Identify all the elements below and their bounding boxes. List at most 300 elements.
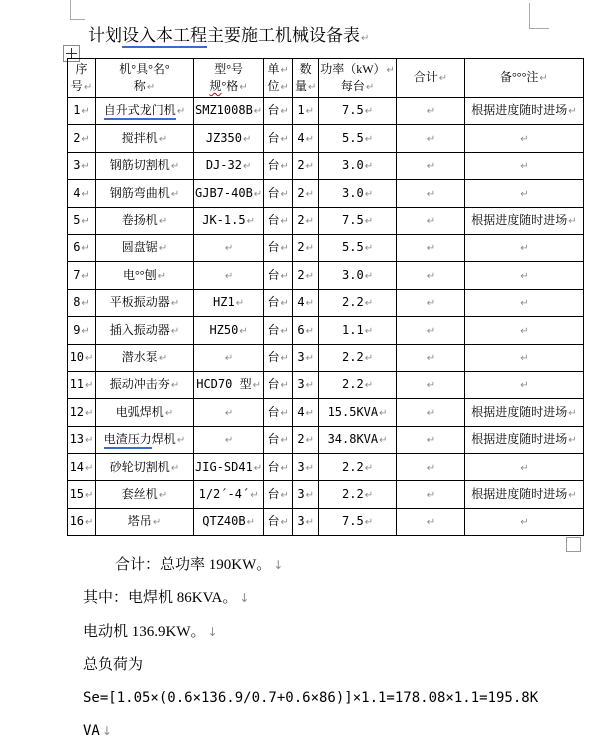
cell-equipment-name[interactable]	[96, 125, 194, 152]
table-row	[68, 454, 584, 481]
summary-text: Se=[1.05×(0.6×136.9/0.7+0.6×86)]×1.1=178.08×1.1=195.8K	[83, 690, 539, 707]
cell-model-spec[interactable]	[194, 317, 264, 344]
cell-unit-text: 台	[267, 213, 280, 227]
cell-unit[interactable]	[264, 426, 293, 453]
cell-equipment-name[interactable]	[96, 98, 194, 125]
cell-total[interactable]	[396, 125, 464, 152]
cell-serial-number[interactable]	[68, 125, 96, 152]
cell-equipment-name[interactable]	[96, 262, 194, 289]
cell-equipment-name[interactable]	[96, 152, 194, 179]
cell-quantity[interactable]	[293, 399, 319, 426]
cell-quantity-text: 2	[297, 432, 305, 447]
cell-end-marker: ↵	[364, 106, 374, 118]
cell-serial-number-text: 10	[69, 349, 85, 364]
cell-unit[interactable]	[264, 234, 293, 261]
cell-quantity-text: 1	[297, 103, 305, 118]
header-cell-col2[interactable]	[96, 59, 194, 98]
cell-model-spec[interactable]	[194, 234, 264, 261]
underlined-name-part: 电渣压力	[104, 432, 152, 449]
cell-model-spec[interactable]	[194, 344, 264, 371]
cell-quantity[interactable]	[293, 508, 319, 535]
table-row	[68, 180, 584, 207]
cell-total[interactable]	[396, 399, 464, 426]
cell-total[interactable]	[396, 207, 464, 234]
cell-model-spec-text: 1/2´-4´	[198, 486, 250, 501]
table-row	[68, 317, 584, 344]
cell-unit-text: 台	[267, 322, 280, 337]
cell-model-spec[interactable]	[194, 426, 264, 453]
cell-end-marker: ↵	[280, 407, 289, 419]
cell-quantity-text: 2	[297, 267, 305, 282]
cell-model-spec[interactable]	[194, 152, 264, 179]
cell-power-per-unit[interactable]	[319, 426, 397, 453]
cell-end-marker: ↵	[280, 462, 289, 474]
cell-end-marker: ↵	[176, 435, 186, 447]
cell-power-per-unit[interactable]	[319, 262, 397, 289]
cell-end-marker: ↵	[81, 270, 90, 282]
cell-remark[interactable]	[464, 234, 583, 261]
cell-equipment-name-text: 塔吊	[127, 514, 152, 529]
cell-power-per-unit[interactable]	[319, 207, 397, 234]
cell-remark[interactable]	[464, 98, 583, 125]
cell-end-marker: ↵	[176, 106, 186, 118]
cell-power-per-unit[interactable]	[319, 152, 397, 179]
cell-equipment-name-text: 钢筋弯曲机	[109, 185, 170, 200]
cell-unit-text: 台	[267, 185, 280, 200]
cell-remark[interactable]	[464, 125, 583, 152]
cell-quantity[interactable]	[293, 98, 319, 125]
cell-end-marker: ↵	[85, 435, 94, 447]
cell-unit[interactable]	[264, 371, 293, 398]
header-cell-col6[interactable]	[319, 59, 397, 98]
cell-quantity[interactable]	[293, 454, 319, 481]
cell-quantity[interactable]	[293, 180, 319, 207]
cell-equipment-name[interactable]	[96, 454, 194, 481]
cell-end-marker: ↵	[426, 133, 436, 145]
cell-model-spec-text: HCD70 型	[196, 377, 252, 392]
cell-end-marker: ↵	[364, 489, 374, 501]
cell-end-marker: ↵	[364, 325, 374, 337]
cell-power-per-unit[interactable]	[319, 180, 397, 207]
cell-end-marker: ↵	[364, 380, 374, 392]
cell-end-marker: ↵	[386, 64, 395, 76]
header-cell-col1[interactable]	[68, 59, 96, 98]
cell-end-marker: ↵	[246, 216, 255, 227]
cell-unit[interactable]	[264, 289, 293, 316]
cell-end-marker: ↵	[364, 352, 374, 364]
cell-quantity[interactable]	[293, 262, 319, 289]
cell-unit-text: 台	[267, 377, 280, 392]
cell-end-marker: ↵	[305, 298, 314, 310]
cell-end-marker: ↵	[426, 270, 436, 282]
cell-end-marker: ↵	[280, 325, 289, 337]
cell-end-marker: ↵	[426, 517, 436, 529]
cell-model-spec-text: DJ-32	[205, 158, 242, 173]
table-row	[68, 234, 584, 261]
cell-end-marker: ↵	[158, 352, 168, 364]
cell-remark[interactable]	[464, 508, 583, 535]
cell-serial-number[interactable]	[68, 481, 96, 508]
cell-unit-text: 台	[267, 240, 280, 255]
cell-end-marker: ↵	[81, 325, 90, 337]
cell-remark[interactable]	[464, 481, 583, 508]
cell-model-spec[interactable]	[194, 371, 264, 398]
cell-total[interactable]	[396, 262, 464, 289]
header-line	[69, 78, 94, 96]
cell-equipment-name[interactable]	[96, 344, 194, 371]
header-text: 备°°°注	[500, 70, 539, 85]
cell-unit[interactable]	[264, 180, 293, 207]
cell-unit[interactable]	[264, 481, 293, 508]
line-break-marker: ↓	[273, 558, 284, 572]
cell-model-spec-text: QTZ40B	[202, 514, 246, 529]
cell-unit[interactable]	[264, 152, 293, 179]
cell-power-per-unit[interactable]	[319, 399, 397, 426]
header-cell-col4[interactable]	[264, 59, 293, 98]
cell-serial-number-text: 15	[69, 486, 85, 501]
cell-end-marker: ↵	[170, 380, 180, 392]
cell-unit[interactable]	[264, 125, 293, 152]
cell-power-per-unit[interactable]	[319, 125, 397, 152]
cell-total[interactable]	[396, 344, 464, 371]
cell-serial-number-text: 16	[69, 514, 85, 529]
header-text: 数	[299, 61, 312, 76]
cell-end-marker: ↵	[224, 243, 234, 255]
cell-remark[interactable]	[464, 426, 583, 453]
cell-serial-number[interactable]	[68, 371, 96, 398]
line-break-marker: ↓	[101, 724, 112, 739]
cell-model-spec[interactable]	[194, 454, 264, 481]
summary-line-5[interactable]	[83, 682, 538, 715]
summary-text: VA	[83, 723, 100, 740]
cell-equipment-name[interactable]	[96, 207, 194, 234]
header-cell-col8[interactable]	[464, 59, 583, 98]
cell-end-marker: ↵	[280, 298, 289, 310]
cell-end-marker: ↵	[85, 517, 94, 529]
cell-unit[interactable]	[264, 454, 293, 481]
cell-total[interactable]	[396, 481, 464, 508]
cell-serial-number[interactable]	[68, 180, 96, 207]
cell-quantity[interactable]	[293, 289, 319, 316]
cell-end-marker: ↵	[280, 517, 289, 529]
cell-equipment-name-text: 圆盘锯	[121, 240, 158, 255]
cell-serial-number[interactable]	[68, 508, 96, 535]
cell-end-marker: ↵	[170, 325, 180, 337]
cell-power-per-unit-text: 5.5	[342, 130, 364, 145]
cell-model-spec[interactable]	[194, 508, 264, 535]
cell-power-per-unit-text: 7.5	[342, 103, 364, 118]
cell-end-marker: ↵	[164, 407, 174, 419]
cell-total[interactable]	[396, 98, 464, 125]
table-row	[68, 399, 584, 426]
cell-remark[interactable]	[464, 399, 583, 426]
cell-end-marker: ↵	[280, 216, 289, 227]
cell-serial-number[interactable]	[68, 344, 96, 371]
cell-quantity-text: 2	[297, 185, 305, 200]
cell-model-spec[interactable]	[194, 180, 264, 207]
cell-unit[interactable]	[264, 262, 293, 289]
cell-end-marker: ↵	[364, 462, 374, 474]
summary-line-6[interactable]	[83, 715, 538, 748]
cell-equipment-name-text: 电°°刨	[123, 267, 157, 282]
cell-equipment-name[interactable]	[96, 481, 194, 508]
cell-quantity[interactable]	[293, 125, 319, 152]
cell-serial-number-text: 14	[69, 459, 85, 474]
table-resize-handle[interactable]	[566, 537, 581, 552]
cell-serial-number-text: 13	[69, 432, 85, 447]
header-line	[265, 78, 291, 96]
cell-remark[interactable]	[464, 289, 583, 316]
name-rest: 焊机	[151, 432, 176, 447]
cell-end-marker: ↵	[81, 243, 90, 255]
cell-remark-text: 根据进度随时进场	[471, 213, 568, 227]
cell-end-marker: ↵	[379, 407, 388, 419]
cell-total[interactable]	[396, 289, 464, 316]
cell-end-marker: ↵	[426, 216, 436, 227]
cell-serial-number-text: 12	[69, 404, 85, 419]
cell-power-per-unit[interactable]	[319, 289, 397, 316]
cell-power-per-unit-text: 2.2	[342, 486, 364, 501]
cell-model-spec[interactable]	[194, 399, 264, 426]
cell-end-marker: ↵	[520, 352, 529, 364]
cell-model-spec-text: SMZ1008B	[195, 103, 253, 118]
cell-serial-number[interactable]	[68, 98, 96, 125]
cell-end-marker: ↵	[146, 81, 156, 93]
cell-end-marker: ↵	[426, 435, 436, 447]
cell-power-per-unit[interactable]	[319, 454, 397, 481]
cell-end-marker: ↵	[305, 188, 314, 200]
header-line	[97, 61, 192, 78]
cell-equipment-name[interactable]	[96, 234, 194, 261]
cell-power-per-unit-text: 7.5	[342, 213, 364, 227]
document-title[interactable]	[88, 21, 369, 46]
header-text: 合计	[413, 70, 438, 85]
summary-line-3[interactable]	[83, 616, 538, 649]
cell-end-marker: ↵	[426, 352, 436, 364]
cell-serial-number[interactable]	[68, 262, 96, 289]
cell-serial-number-text: 1	[73, 103, 81, 118]
cell-serial-number[interactable]	[68, 289, 96, 316]
table-row	[68, 481, 584, 508]
cell-total[interactable]	[396, 234, 464, 261]
cell-end-marker: ↵	[280, 243, 289, 255]
cell-end-marker: ↵	[85, 489, 94, 501]
header-cell-col3[interactable]	[194, 59, 264, 98]
cell-remark-text: 根据进度随时进场	[471, 432, 568, 447]
cell-equipment-name[interactable]	[96, 289, 194, 316]
summary-line-4[interactable]	[83, 649, 538, 682]
cell-quantity-text: 4	[297, 404, 305, 419]
cell-model-spec[interactable]	[194, 125, 264, 152]
cell-quantity-text: 3	[297, 514, 305, 529]
summary-line-1[interactable]	[83, 549, 538, 582]
cell-end-marker: ↵	[426, 462, 436, 474]
cell-end-marker: ↵	[280, 435, 289, 447]
table-row	[68, 344, 584, 371]
cell-end-marker: ↵	[170, 462, 180, 474]
cell-total[interactable]	[396, 426, 464, 453]
cell-serial-number[interactable]	[68, 207, 96, 234]
cell-unit-text: 台	[267, 130, 280, 145]
cell-end-marker: ↵	[568, 407, 577, 419]
cell-model-spec[interactable]	[194, 207, 264, 234]
table-row	[68, 508, 584, 535]
cell-total[interactable]	[396, 508, 464, 535]
cell-end-marker: ↵	[426, 161, 436, 173]
cell-equipment-name[interactable]	[96, 371, 194, 398]
cell-remark[interactable]	[464, 317, 583, 344]
cell-serial-number[interactable]	[68, 426, 96, 453]
cell-end-marker: ↵	[426, 489, 436, 501]
cell-total[interactable]	[396, 371, 464, 398]
cell-end-marker: ↵	[305, 462, 314, 474]
cell-quantity-text: 2	[297, 158, 305, 173]
cell-model-spec-text: JIG-SD41	[195, 459, 253, 474]
cell-end-marker: ↵	[280, 489, 289, 501]
header-text: 机°具°名°	[119, 61, 170, 76]
cell-equipment-name-text: 卷扬机	[121, 213, 158, 227]
cell-end-marker: ↵	[81, 161, 90, 173]
header-text: 型°号	[214, 61, 243, 76]
cell-remark[interactable]	[464, 262, 583, 289]
cell-equipment-name[interactable]	[96, 426, 194, 453]
cell-quantity-text: 3	[297, 459, 305, 474]
cell-end-marker: ↵	[305, 407, 314, 419]
cell-end-marker: ↵	[364, 517, 374, 529]
cell-end-marker: ↵	[426, 380, 436, 392]
cell-equipment-name-text: 钢筋切割机	[109, 158, 170, 173]
cell-end-marker: ↵	[520, 161, 529, 173]
cell-end-marker: ↵	[539, 73, 548, 85]
cell-model-spec-text: JK-1.5	[202, 213, 246, 227]
cell-total[interactable]	[396, 317, 464, 344]
cell-end-marker: ↵	[520, 298, 529, 310]
cell-end-marker: ↵	[305, 161, 314, 173]
cell-serial-number-text: 6	[73, 240, 81, 255]
cell-end-marker: ↵	[305, 352, 314, 364]
cell-unit-text: 台	[267, 349, 280, 364]
cell-end-marker: ↵	[239, 81, 248, 93]
cell-remark[interactable]	[464, 180, 583, 207]
cell-unit[interactable]	[264, 207, 293, 234]
cell-remark[interactable]	[464, 152, 583, 179]
cell-equipment-name-text: 振动冲击夯	[109, 377, 170, 392]
cell-power-per-unit[interactable]	[319, 234, 397, 261]
cell-end-marker: ↵	[364, 243, 374, 255]
cell-end-marker: ↵	[520, 462, 529, 474]
cell-quantity[interactable]	[293, 317, 319, 344]
cell-serial-number[interactable]	[68, 454, 96, 481]
cell-power-per-unit[interactable]	[319, 98, 397, 125]
cell-remark-text: 根据进度随时进场	[471, 404, 568, 419]
cell-power-per-unit-text: 3.0	[342, 185, 364, 200]
cell-quantity[interactable]	[293, 152, 319, 179]
table-row	[68, 262, 584, 289]
cell-power-per-unit[interactable]	[319, 317, 397, 344]
cell-end-marker: ↵	[224, 270, 234, 282]
cell-unit[interactable]	[264, 508, 293, 535]
header-cell-col5[interactable]	[293, 59, 319, 98]
cell-end-marker: ↵	[252, 380, 261, 392]
cell-end-marker: ↵	[426, 106, 436, 118]
cell-quantity[interactable]	[293, 426, 319, 453]
cell-quantity[interactable]	[293, 481, 319, 508]
cell-serial-number[interactable]	[68, 399, 96, 426]
cell-total[interactable]	[396, 454, 464, 481]
cell-model-spec[interactable]	[194, 98, 264, 125]
cell-end-marker: ↵	[170, 188, 180, 200]
cell-end-marker: ↵	[426, 188, 436, 200]
header-cell-col7[interactable]	[396, 59, 464, 98]
line-break-marker: ↓	[239, 591, 250, 606]
cell-unit[interactable]	[264, 399, 293, 426]
cell-remark[interactable]	[464, 344, 583, 371]
cell-unit[interactable]	[264, 317, 293, 344]
cell-power-per-unit[interactable]	[319, 344, 397, 371]
table-row	[68, 125, 584, 152]
cell-serial-number[interactable]	[68, 152, 96, 179]
cell-power-per-unit[interactable]	[319, 371, 397, 398]
header-line	[265, 61, 291, 79]
cell-equipment-name[interactable]	[96, 317, 194, 344]
cell-power-per-unit-text: 34.8KVA	[327, 432, 379, 447]
equipment-table-header	[68, 59, 584, 98]
cell-model-spec[interactable]	[194, 262, 264, 289]
cell-power-per-unit-text: 2.2	[342, 459, 364, 474]
cell-quantity[interactable]	[293, 344, 319, 371]
cell-equipment-name[interactable]	[96, 399, 194, 426]
cell-end-marker: ↵	[568, 106, 577, 118]
cell-power-per-unit[interactable]	[319, 508, 397, 535]
cell-unit-text: 台	[267, 103, 280, 118]
cell-model-spec[interactable]	[194, 289, 264, 316]
cell-equipment-name[interactable]	[96, 508, 194, 535]
cell-quantity[interactable]	[293, 371, 319, 398]
cell-remark[interactable]	[464, 207, 583, 234]
cell-end-marker: ↵	[81, 106, 90, 118]
cell-power-per-unit[interactable]	[319, 481, 397, 508]
cell-end-marker: ↵	[305, 243, 314, 255]
table-row	[68, 371, 584, 398]
cell-unit-text: 台	[267, 158, 280, 173]
summary-line-2[interactable]	[83, 582, 538, 615]
cell-remark[interactable]	[464, 371, 583, 398]
header-line	[398, 69, 463, 87]
cell-equipment-name-text: 搅拌机	[121, 130, 158, 145]
cell-equipment-name-text: 套丝机	[121, 486, 158, 501]
cell-total[interactable]	[396, 152, 464, 179]
summary-text: 其中：电焊机 86KVA。	[83, 590, 238, 607]
header-line	[69, 61, 94, 78]
cell-unit[interactable]	[264, 98, 293, 125]
cell-model-spec[interactable]	[194, 481, 264, 508]
cell-end-marker: ↵	[253, 188, 263, 200]
cell-serial-number[interactable]	[68, 317, 96, 344]
cell-end-marker: ↵	[426, 243, 436, 255]
cell-end-marker: ↵	[253, 106, 263, 118]
title-suffix: 主要施工机械设备表	[207, 26, 360, 45]
cell-serial-number[interactable]	[68, 234, 96, 261]
cell-remark[interactable]	[464, 454, 583, 481]
header-line	[320, 61, 395, 79]
cell-quantity[interactable]	[293, 234, 319, 261]
header-text: 单	[267, 61, 280, 76]
cell-equipment-name[interactable]	[96, 180, 194, 207]
cell-quantity[interactable]	[293, 207, 319, 234]
cell-end-marker: ↵	[520, 270, 529, 282]
cell-total[interactable]	[396, 180, 464, 207]
cell-unit[interactable]	[264, 344, 293, 371]
